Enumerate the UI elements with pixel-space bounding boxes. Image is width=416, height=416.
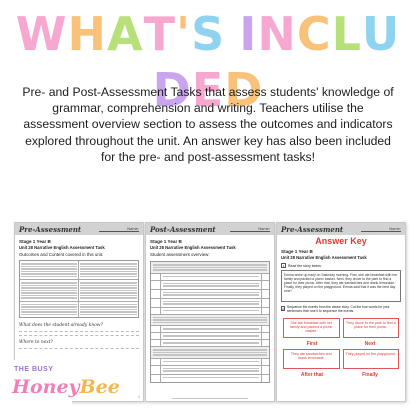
answer-key-preview <box>276 222 406 402</box>
read-instruction <box>277 260 405 268</box>
doc-banner <box>146 223 274 235</box>
sequence-grid-top <box>283 318 399 338</box>
title-letter: E <box>191 63 225 117</box>
sequence-instruction <box>277 304 405 316</box>
unit-label: Unit 28 Narrative English Assessment Task <box>150 245 236 250</box>
name-line <box>230 231 270 232</box>
unit-label: Unit 28 Narrative English Assessment Task <box>19 245 105 250</box>
title-letter: A <box>106 7 144 61</box>
story-box: Emma woke up early on Saturday morning. First, she ate breakfast with her family and packed a picnic basket. Next, they drove to the park to find a place for their picnic. After that, they ate sandwiches and drank lemonade. Finally, they played on the playground. Emma said that it was the best day ever! <box>281 270 401 302</box>
logo-bee: Bee <box>79 376 120 398</box>
question-number-box: 2 <box>282 307 284 311</box>
sequence-label-first: First <box>306 340 318 347</box>
brand-logo <box>10 360 120 412</box>
banner-title: Pre-Assessment <box>19 224 82 234</box>
title-letter: W <box>15 7 68 61</box>
title-letter: D <box>152 63 192 117</box>
sequence-label: Sequence the events from the above story. Cut the four words for your sentences then use it to sequence the events. <box>287 305 390 313</box>
title-letter: U <box>361 7 401 61</box>
doc-subtitle: Outcomes and Content covered in this unit: <box>19 252 104 257</box>
logo-line2 <box>12 376 120 398</box>
question-number-box: 1 <box>282 264 285 268</box>
banner-title: Pre-Assessment <box>281 224 344 234</box>
stage-label: Stage 1 Year B <box>150 239 182 244</box>
doc-banner <box>277 223 405 235</box>
title-letter: T <box>143 7 176 61</box>
title-letter: N <box>257 7 297 61</box>
question-already-know: What does the student already know? <box>19 323 103 328</box>
product-description: Pre- and Post-Assessment Tasks that assess students' knowledge of grammar, comprehension and writing. Teachers utilise the assessment overview section to assess the outcomes and indicators explored throughout the unit. An answer key has also been included for the pre- and post-assessment tasks! <box>22 85 394 164</box>
logo-honey: Honey <box>12 376 80 398</box>
post-assessment-preview <box>145 222 275 402</box>
doc-subtitle: Student assessment overview: <box>150 252 210 257</box>
sequence-label-finally: Finally <box>362 371 378 378</box>
sequence-label-next: Next <box>364 340 376 347</box>
answer-key-label: Answer Key <box>315 236 367 246</box>
banner-title: Post-Assessment <box>150 224 216 234</box>
overview-table <box>150 261 270 383</box>
sequence-box: They played on the playground. <box>343 349 400 369</box>
answer-line <box>19 348 139 349</box>
sequence-labels-bottom <box>283 371 399 378</box>
sequence-labels-top <box>283 340 399 347</box>
outcomes-table <box>19 260 139 318</box>
title-letter: ' <box>175 7 192 61</box>
answer-line <box>19 331 139 332</box>
title-letter: H <box>67 7 107 61</box>
doc-banner <box>15 223 143 235</box>
name-label: Name: <box>258 226 270 231</box>
sequence-box: They drove to the park to find a place for their picnic. <box>343 318 400 338</box>
sequence-grid-bottom <box>283 349 399 369</box>
title-letter <box>225 6 239 62</box>
question-where-next: Where to next? <box>19 340 53 345</box>
stage-label: Stage 1 Year B <box>19 239 51 244</box>
unit-label: Unit 28 Narrative English Assessment Task <box>281 255 367 260</box>
stage-label: Stage 1 Year B <box>281 249 313 254</box>
title-letter: I <box>239 7 258 61</box>
read-label: Read the story below. <box>288 263 322 268</box>
sequence-label-after-that: After that <box>300 371 324 378</box>
name-line <box>99 231 139 232</box>
name-label: Name: <box>127 226 139 231</box>
title-letter: D <box>224 63 264 117</box>
sequence-box: She ate breakfast with her family and packed a picnic basket. <box>283 318 340 338</box>
footer-mark: © <box>137 395 140 399</box>
name-label: Name: <box>389 226 401 231</box>
sequence-box: They ate sandwiches and drank lemonade. <box>283 349 340 369</box>
footer-text <box>146 398 274 400</box>
title-letter: L <box>331 7 362 61</box>
name-line <box>361 231 401 232</box>
title-letter: C <box>296 7 332 61</box>
logo-line1: THE BUSY <box>14 366 54 373</box>
title-letter: S <box>191 7 226 61</box>
